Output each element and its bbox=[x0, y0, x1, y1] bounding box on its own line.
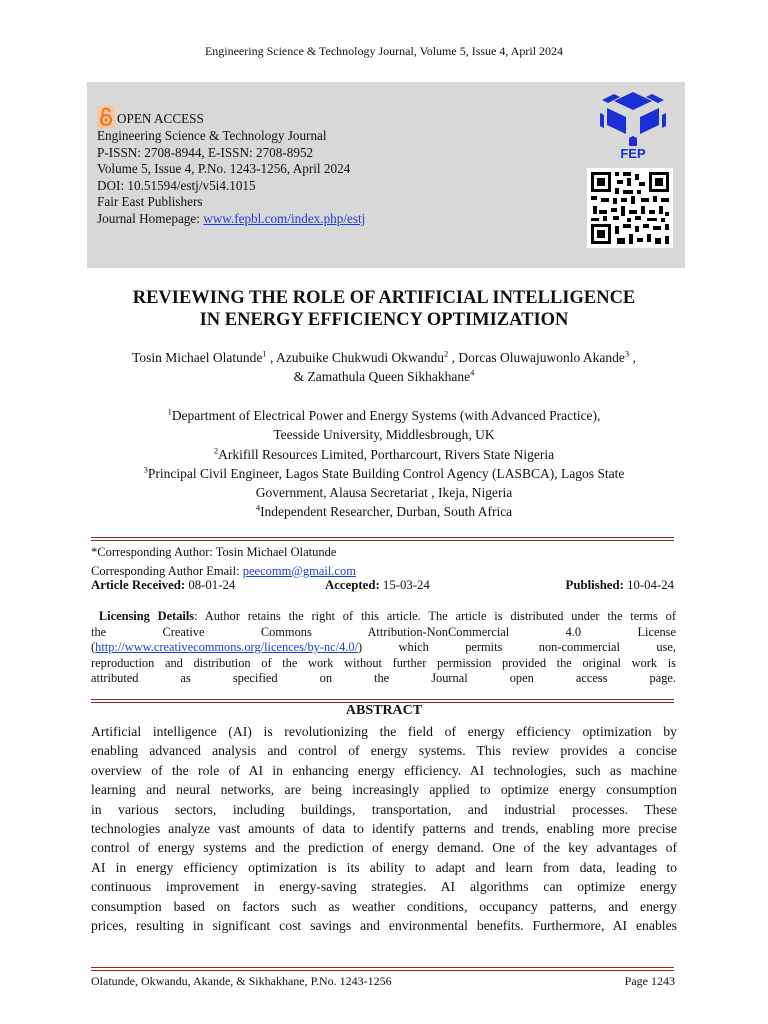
abstract-body bbox=[91, 722, 677, 935]
abstract-line: in various sectors, including buildings, transportation, and industrial processes. These bbox=[91, 801, 677, 817]
license-text: ) which permits non-commercial use, bbox=[358, 640, 676, 654]
affiliation-text: Arkifill Resources Limited, Portharcourt, Rivers State Nigeria bbox=[218, 446, 555, 462]
homepage-label: Journal Homepage: bbox=[97, 210, 204, 226]
journal-info-box bbox=[87, 82, 685, 268]
journal-info bbox=[97, 106, 365, 228]
author-name: & Zamathula Queen Sikhakhane bbox=[293, 369, 471, 384]
published-label: Published: bbox=[565, 578, 624, 592]
title-line-1: REVIEWING THE ROLE OF ARTIFICIAL INTELLIGENCE bbox=[132, 288, 636, 308]
abstract-line: consumption based on factors such as weather conditions, occupancy patterns, and energy bbox=[91, 898, 677, 914]
author-list bbox=[0, 348, 768, 386]
author-name: Dorcas Oluwajuwonlo Akande bbox=[458, 350, 625, 365]
divider-top bbox=[91, 537, 674, 538]
divider-footer bbox=[91, 967, 674, 968]
affiliation-marker: 4 bbox=[255, 502, 261, 513]
abstract-line: continuous improvement in energy-saving strategies. AI algorithms can optimize energy bbox=[91, 879, 677, 895]
journal-name: Engineering Science & Technology Journal bbox=[97, 128, 327, 143]
author-separator: , bbox=[448, 350, 459, 365]
licensing-details bbox=[91, 609, 676, 687]
publisher: Fair East Publishers bbox=[97, 194, 203, 210]
publisher-logo bbox=[592, 88, 674, 166]
author-separator: , bbox=[266, 350, 277, 365]
author-affil-marker: 4 bbox=[470, 367, 475, 378]
abstract-line: technologies analyze vast amounts of data to identify patterns and trends, enabling more precise bbox=[91, 821, 677, 837]
author-affil-marker: 1 bbox=[262, 348, 267, 359]
footer-citation: Olatunde, Okwandu, Akande, & Sikhakhane, P.No. 1243-1256 bbox=[91, 974, 392, 988]
license-line: reproduction and distribution of the work without further permission provided the original work is bbox=[91, 655, 676, 670]
email-label: Corresponding Author Email: bbox=[91, 563, 243, 578]
accepted-value: 15-03-24 bbox=[379, 578, 430, 592]
published-date bbox=[566, 578, 674, 593]
published-value: 10-04-24 bbox=[623, 578, 674, 592]
received-label: Article Received: bbox=[91, 578, 186, 592]
affiliations bbox=[0, 406, 768, 522]
correspondence bbox=[91, 543, 674, 580]
article-title bbox=[0, 287, 768, 331]
affiliation-text: Principal Civil Engineer, Lagos State Building Control Agency (LASBCA), Lagos State bbox=[147, 465, 625, 481]
abstract-line: AI in energy efficiency optimization is its ability to adapt and learn from data, leading to bbox=[91, 859, 677, 875]
accepted-date bbox=[325, 578, 430, 593]
doi: DOI: 10.51594/estj/v5i4.1015 bbox=[97, 177, 256, 193]
affiliation-3 bbox=[0, 464, 768, 483]
issn: P-ISSN: 2708-8944, E-ISSN: 2708-8952 bbox=[97, 144, 314, 160]
abstract-line: learning and neural networks, are being increasingly applied to optimize energy consumption bbox=[91, 782, 677, 798]
open-access-icon bbox=[97, 106, 115, 128]
page-number: Page 1243 bbox=[624, 974, 675, 988]
abstract-line: enabling advanced analysis and control of energy systems. This review provides a concise bbox=[91, 743, 677, 759]
affiliation-1 bbox=[0, 406, 768, 425]
accepted-label: Accepted: bbox=[325, 578, 380, 592]
license-link[interactable]: http://www.creativecommons.org/licences/by-nc/4.0/ bbox=[95, 640, 359, 654]
license-line bbox=[91, 640, 676, 656]
corresponding-author: *Corresponding Author: Tosin Michael Olatunde bbox=[91, 545, 337, 559]
license-line: the Creative Commons Attribution-NonCommercial 4.0 License bbox=[91, 624, 676, 639]
affiliation-1-cont: Teesside University, Middlesbrough, UK bbox=[273, 427, 495, 443]
cube-logo-icon bbox=[592, 88, 674, 150]
received-value: 08-01-24 bbox=[185, 578, 236, 592]
abstract-heading: ABSTRACT bbox=[345, 703, 423, 718]
author-name: Azubuike Chukwudi Okwandu bbox=[276, 350, 445, 365]
affiliation-3-cont: Government, Alausa Secretariat , Ikeja, Nigeria bbox=[255, 485, 513, 501]
journal-homepage bbox=[97, 211, 365, 228]
author-separator: , bbox=[629, 350, 636, 365]
abstract-line: prices, resulting in significant cost savings and environmental benefits. Furthermore, AI enables bbox=[91, 918, 677, 934]
affiliation-marker: 1 bbox=[167, 406, 172, 417]
affiliation-4 bbox=[0, 502, 768, 521]
homepage-link[interactable]: www.fepbl.com/index.php/estj bbox=[203, 210, 366, 226]
license-text: : Author retains the right of this article. The article is distributed under the terms of bbox=[194, 609, 676, 623]
author-name: Tosin Michael Olatunde bbox=[132, 350, 263, 365]
running-header: Engineering Science & Technology Journal, Volume 5, Issue 4, April 2024 bbox=[204, 44, 564, 58]
abstract-line: control of energy systems and the prediction of energy demand. One of the key advantages of bbox=[91, 840, 677, 856]
received-date bbox=[91, 578, 235, 593]
email-link[interactable]: peecomm@gmail.com bbox=[242, 563, 356, 578]
affiliation-marker: 3 bbox=[143, 464, 148, 475]
license-paren: ( bbox=[91, 640, 96, 654]
title-line-2: IN ENERGY EFFICIENCY OPTIMIZATION bbox=[199, 310, 569, 330]
author-affil-marker: 3 bbox=[624, 348, 630, 359]
qr-code-icon bbox=[587, 168, 673, 248]
open-access-label: OPEN ACCESS bbox=[117, 111, 204, 126]
affiliation-marker: 2 bbox=[213, 445, 219, 456]
author-affil-marker: 2 bbox=[444, 348, 449, 359]
abstract-line: overview of the role of AI in enhancing energy efficiency. AI technologies, such as machine bbox=[91, 762, 677, 778]
abstract-line: Artificial intelligence (AI) is revolutionizing the field of energy efficiency optimization by bbox=[91, 724, 677, 739]
affiliation-text: Department of Electrical Power and Energy Systems (with Advanced Practice), bbox=[171, 408, 601, 423]
logo-text: FEP bbox=[620, 146, 646, 161]
license-line: attributed as specified on the Journal open access page. bbox=[91, 671, 676, 685]
qr-code bbox=[587, 168, 673, 248]
divider-abstract bbox=[91, 699, 674, 700]
page-footer bbox=[91, 974, 675, 989]
license-line bbox=[91, 609, 676, 625]
volume-issue: Volume 5, Issue 4, P.No. 1243-1256, April 2024 bbox=[97, 161, 351, 177]
affiliation-2 bbox=[0, 445, 768, 464]
affiliation-text: Independent Researcher, Durban, South Africa bbox=[260, 504, 513, 520]
license-label: Licensing Details bbox=[98, 609, 195, 623]
